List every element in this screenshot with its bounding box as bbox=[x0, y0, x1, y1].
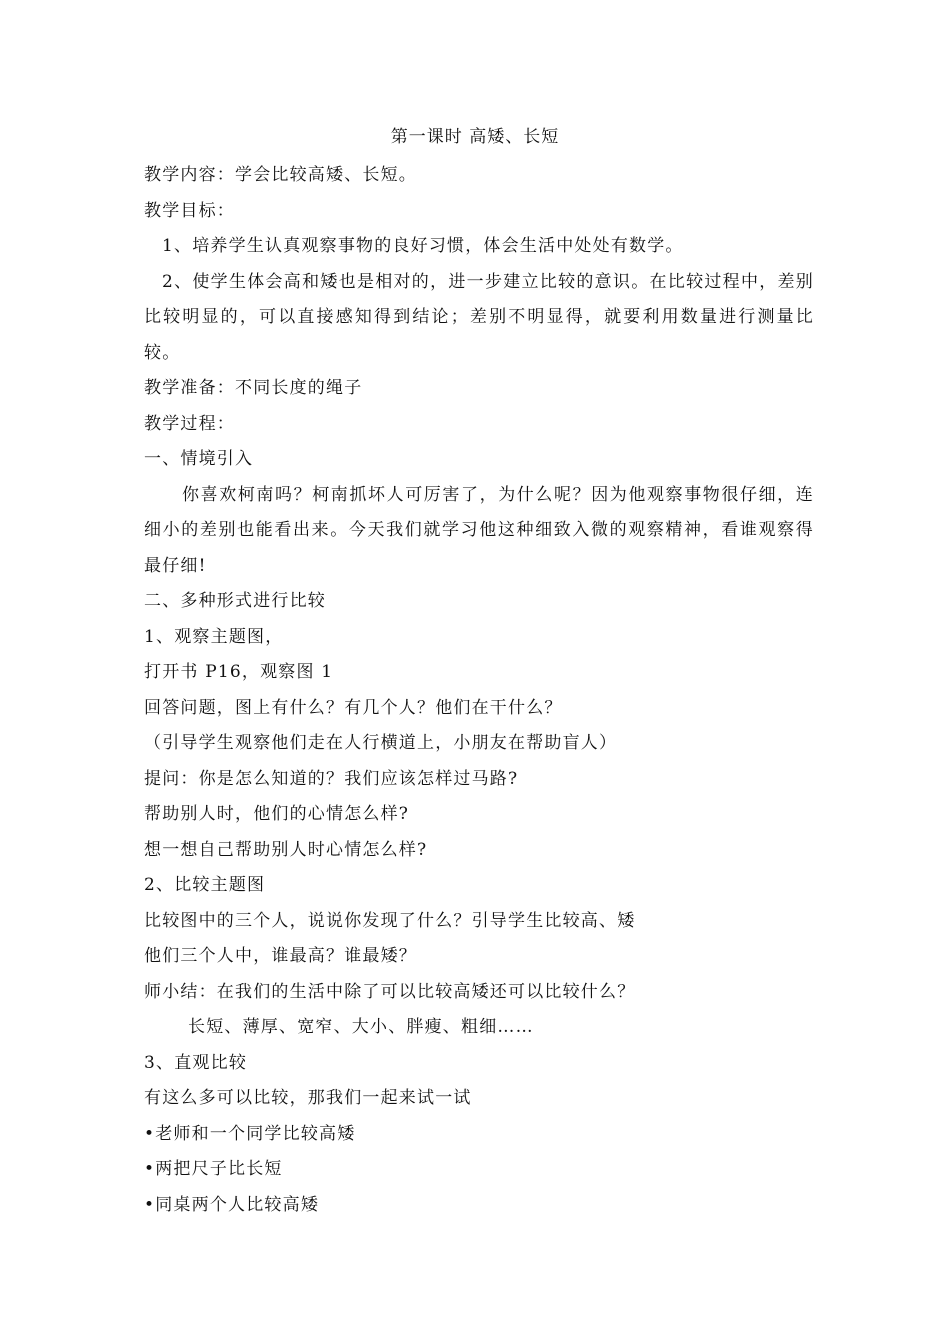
comparison-kinds-line: 长短、薄厚、宽窄、大小、胖瘦、粗细…… bbox=[188, 1017, 534, 1037]
teaching-preparation: 教学准备：不同长度的绳子 bbox=[144, 378, 363, 398]
self-mood-line: 想一想自己帮助别人时心情怎么样? bbox=[144, 839, 428, 860]
questions-line: 回答问题，图上有什么？有几个人？他们在干什么？ bbox=[144, 697, 563, 718]
section-2-heading: 二、多种形式进行比较 bbox=[144, 591, 326, 611]
guide-line: （引导学生观察他们走在人行横道上，小朋友在帮助盲人） bbox=[144, 733, 618, 753]
bullet-item-1: •老师和一个同学比较高矮 bbox=[144, 1123, 356, 1144]
intro-paragraph: 你喜欢柯南吗？柯南抓坏人可厉害了，为什么呢？因为他观察事物很仔细，连细小的差别也能看出来。今天我们就学习他这种细致入微的观察精神，看谁观察得最仔细! bbox=[144, 484, 814, 576]
goal-1: 1、培养学生认真观察事物的良好习惯，体会生活中处处有数学。 bbox=[162, 236, 684, 256]
summary-line: 师小结：在我们的生活中除了可以比较高矮还可以比较什么？ bbox=[144, 981, 636, 1002]
compare-people-line: 比较图中的三个人，说说你发现了什么？引导学生比较高、矮 bbox=[144, 910, 636, 931]
teaching-goals-heading: 教学目标： bbox=[144, 200, 235, 221]
goal-2: 2、使学生体会高和矮也是相对的，进一步建立比较的意识。在比较过程中，差别比较明显的，可以直接感知得到结论；差别不明显得，就要利用数量进行测量比较。 bbox=[144, 271, 814, 363]
step-2-heading: 2、比较主题图 bbox=[144, 875, 266, 895]
open-book-line: 打开书 P16，观察图 1 bbox=[144, 662, 334, 682]
bullet-item-3: •同桌两个人比较高矮 bbox=[144, 1194, 320, 1215]
tallest-shortest-line: 他们三个人中，谁最高？谁最矮？ bbox=[144, 946, 417, 966]
lesson-body bbox=[144, 158, 814, 1223]
step-3-heading: 3、直观比较 bbox=[144, 1052, 248, 1073]
lesson-title: 第一课时 高矮、长短 bbox=[390, 127, 560, 147]
teaching-process-heading: 教学过程： bbox=[144, 413, 235, 434]
teaching-content: 教学内容：学会比较高矮、长短。 bbox=[144, 165, 417, 185]
try-line: 有这么多可以比较，那我们一起来试一试 bbox=[144, 1088, 472, 1108]
help-mood-line: 帮助别人时，他们的心情怎么样? bbox=[144, 804, 410, 824]
ask-line: 提问：你是怎么知道的？我们应该怎样过马路? bbox=[144, 768, 519, 789]
bullet-item-2: •两把尺子比长短 bbox=[144, 1159, 283, 1179]
section-1-heading: 一、情境引入 bbox=[144, 449, 254, 469]
step-1-heading: 1、观察主题图， bbox=[144, 626, 284, 647]
